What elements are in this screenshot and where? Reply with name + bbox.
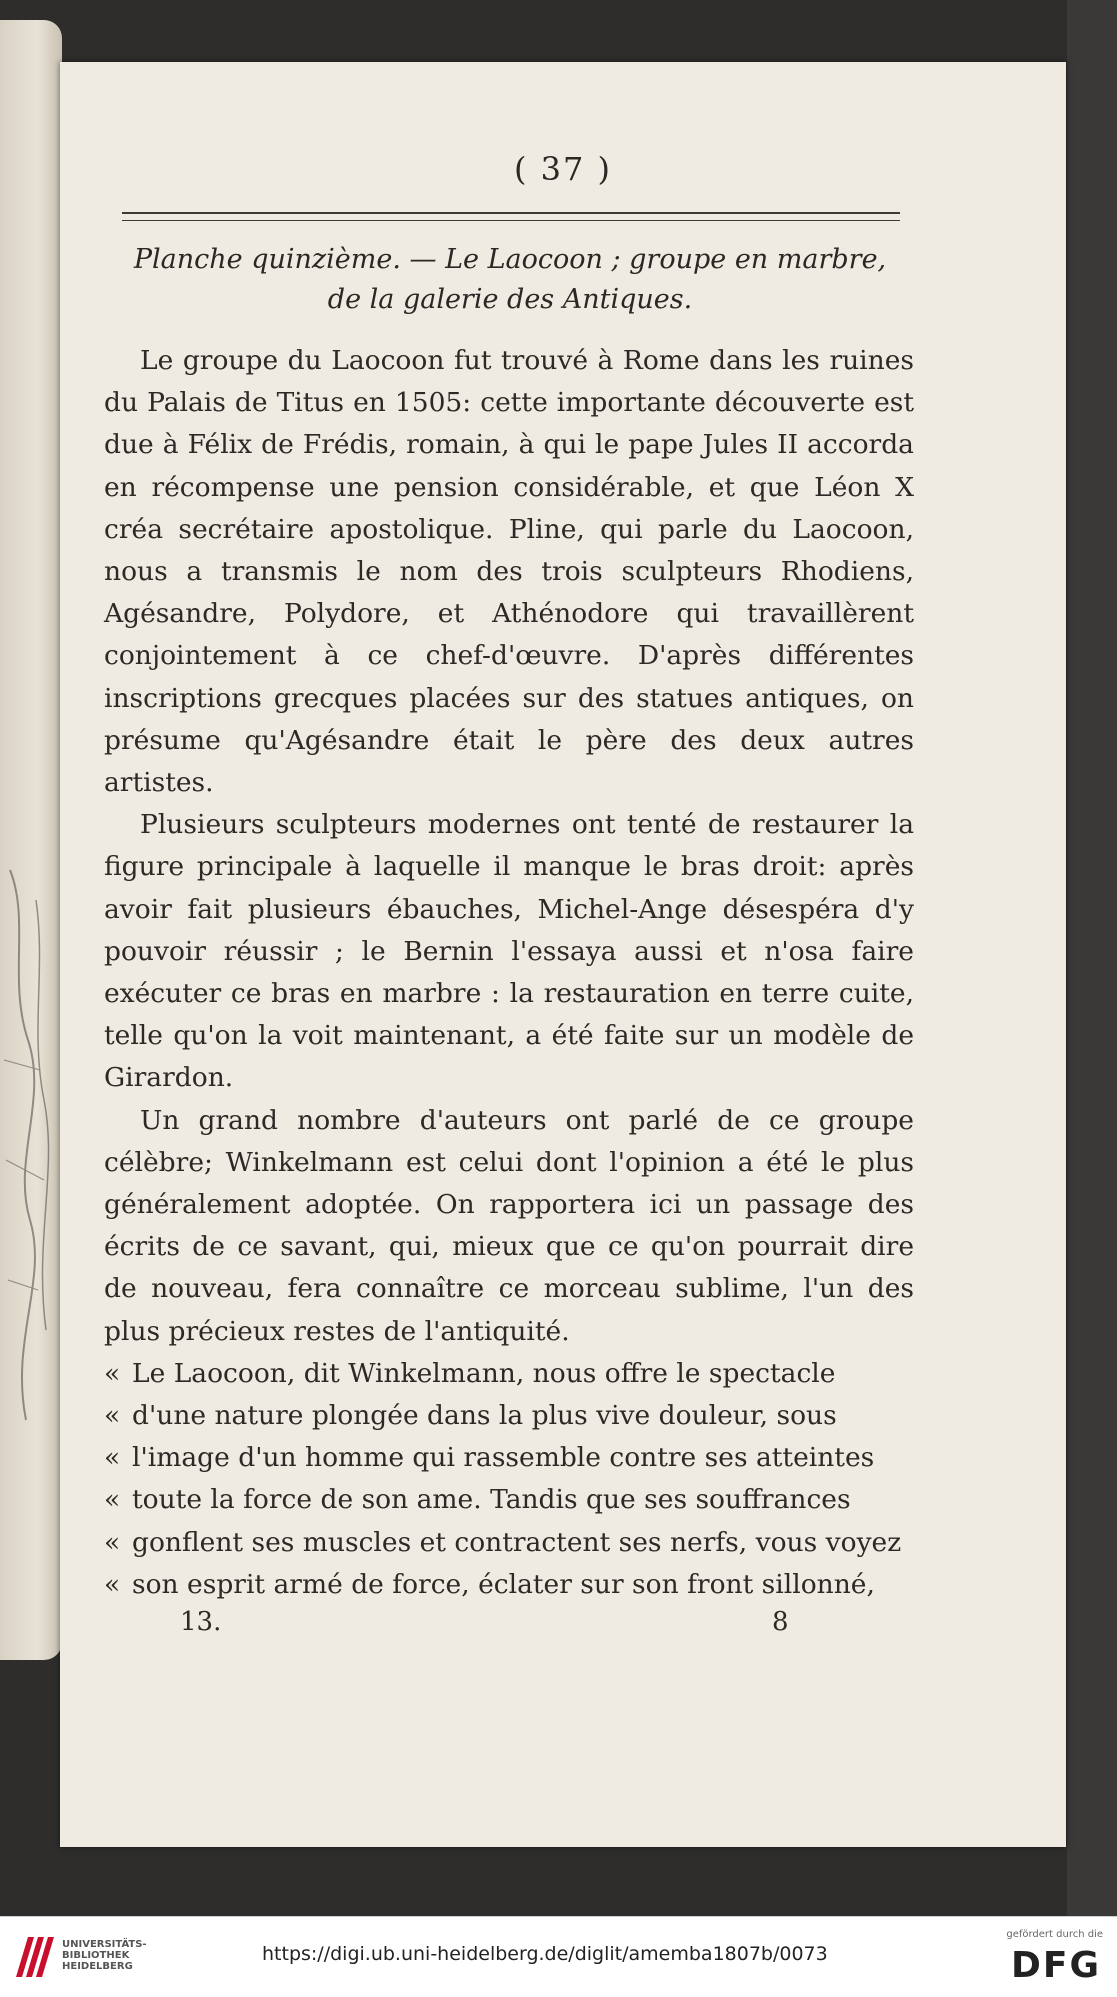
signature-mark-left: 13.: [180, 1607, 222, 1637]
heading-line-1: Planche quinzième. — Le Laocoon ; groupe en marbre,: [133, 244, 887, 275]
body-text: [104, 340, 914, 1606]
sponsor-caption: gefördert durch die: [1006, 1929, 1103, 1940]
header-rule: [122, 212, 900, 214]
adjacent-page-sketch: [0, 860, 58, 1500]
paragraph-1: Le groupe du Laocoon fut trouvé à Rome dans les ruines du Palais de Titus en 1505: cette importante découverte est due à Félix de Frédis, romain, à qui le pape Jules II accorda en récompense une pension considérable, et que Léon X créa secrétaire apostolique. Pline, qui parle du Laocoon, nous a transmis le nom des trois sculpteurs Rhodiens, Agésandre, Polydore, et Athénodore qui travaillèrent conjointement à ce chef-d'œuvre. D'après différentes inscriptions grecques placées sur des statues antiques, on présume qu'Agésandre était le père des deux autres artistes.: [104, 345, 914, 799]
document-url[interactable]: https://digi.ub.uni-heidelberg.de/diglit/amemba1807b/0073: [262, 1943, 828, 1965]
paragraph-3: Un grand nombre d'auteurs ont parlé de ce groupe célèbre; Winkelmann est celui dont l'opinion a été le plus généralement adoptée. On rapportera ici un passage des écrits de ce savant, qui, mieux que ce qu'on pourrait dire de nouveau, fera connaître ce morceau sublime, l'un des plus précieux restes de l'antiquité.: [104, 1104, 914, 1347]
header-rule-thin: [122, 220, 900, 221]
quotation: [104, 1353, 914, 1606]
university-library-logo-icon[interactable]: [12, 1931, 56, 1981]
page-number: ( 37 ): [513, 150, 613, 188]
book-page: [60, 62, 1066, 1847]
signature-mark-right: 8: [772, 1607, 789, 1637]
library-name: UNIVERSITÄTS- BIBLIOTHEK HEIDELBERG: [62, 1939, 147, 1972]
quote-line: « l'image d'un homme qui rassemble contre ses atteintes: [104, 1442, 875, 1474]
scan-background-right: [1067, 0, 1117, 1916]
paragraph-2: Plusieurs sculpteurs modernes ont tenté de restaurer la figure principale à laquelle il manque le bras droit: après avoir fait plusieurs ébauches, Michel-Ange désespéra d'y pouvoir réussir ; le Bernin l'essaya aussi et n'osa faire exécuter ce bras en marbre : la restauration en terre cuite, telle qu'on la voit maintenant, a été faite sur un modèle de Girardon.: [104, 809, 914, 1094]
quote-line: « toute la force de son ame. Tandis que ses souffrances: [104, 1484, 851, 1516]
quote-line: « gonflent ses muscles et contractent ses nerfs, vous voyez: [104, 1526, 902, 1558]
plate-heading: [100, 240, 920, 320]
quote-line: « Le Laocoon, dit Winkelmann, nous offre le spectacle: [104, 1357, 836, 1389]
heading-line-2: de la galerie des Antiques.: [327, 284, 693, 315]
quote-line: « d'une nature plongée dans la plus vive douleur, sous: [104, 1400, 837, 1432]
viewer-footer: [0, 1916, 1117, 1997]
dfg-logo[interactable]: DFG: [1010, 1945, 1101, 1986]
quote-line: « son esprit armé de force, éclater sur son front sillonné,: [104, 1568, 875, 1600]
